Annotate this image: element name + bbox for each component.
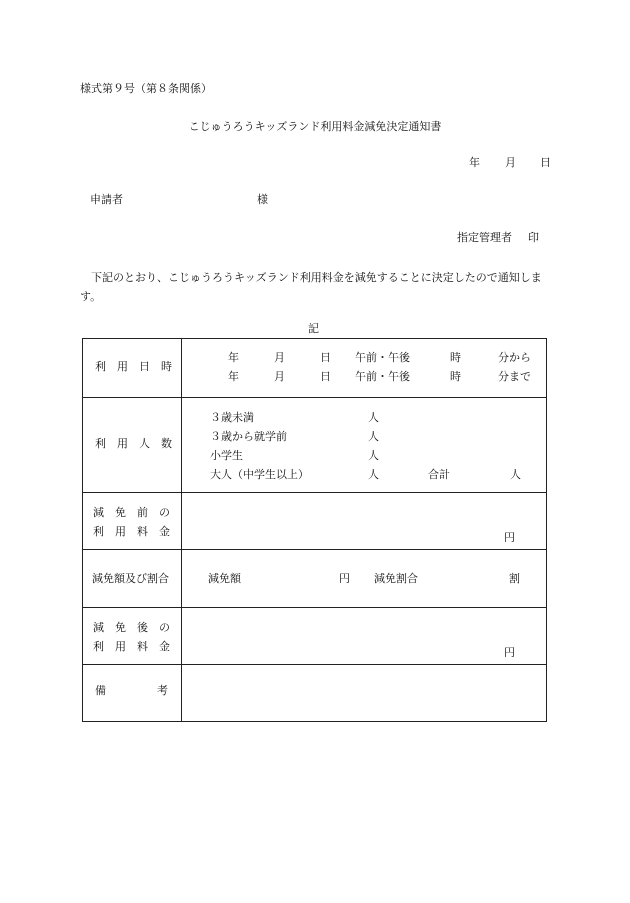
start-hour: 時: [450, 351, 461, 364]
end-hour: 時: [450, 370, 461, 383]
usage-datetime-value-cell: [182, 339, 547, 398]
manager-label: 指定管理者: [457, 231, 512, 244]
date-day-label: 日: [540, 156, 551, 169]
adult-label: 大人（中学生以上）: [210, 468, 309, 481]
fee-after-label-line2: 利 用 料 金: [93, 640, 170, 653]
table-row-fee-after: [83, 608, 547, 665]
reduction-amount-yen: 円: [339, 572, 350, 585]
end-ampm: 午前・午後: [355, 370, 410, 383]
adult-unit: 人: [368, 468, 379, 481]
date-year-label: 年: [469, 156, 480, 169]
usage-count-label: 利 用 人 数: [95, 437, 172, 450]
table-row-fee-before: [83, 493, 547, 550]
table-row-reduction: [83, 550, 547, 608]
usage-count-label-cell: [83, 398, 182, 493]
reduction-label-cell: [83, 550, 182, 608]
end-minute: 分まで: [498, 370, 531, 383]
usage-datetime-label: 利 用 日 時: [95, 360, 172, 373]
start-year: 年: [228, 351, 239, 364]
preschool-label: ３歳から就学前: [210, 430, 287, 443]
fee-after-value-cell: [182, 608, 547, 665]
remarks-label-left: 備: [95, 684, 106, 697]
ki-label: 記: [308, 322, 319, 335]
under3-label: ３歳未満: [210, 411, 254, 424]
start-month: 月: [274, 351, 285, 364]
fee-before-yen: 円: [504, 531, 515, 544]
fee-after-yen: 円: [504, 646, 515, 659]
form-number: 様式第９号（第８条関係）: [80, 82, 212, 95]
fee-before-value-cell: [182, 493, 547, 550]
start-day: 日: [320, 351, 331, 364]
usage-count-value-cell: [182, 398, 547, 493]
document-title: こじゅうろうキッズランド利用料金減免決定通知書: [188, 120, 442, 133]
total-label: 合計: [428, 468, 450, 481]
reduction-value-cell: [182, 550, 547, 608]
reduction-amount-label: 減免額: [208, 572, 241, 585]
reduction-rate-label: 減免割合: [374, 572, 418, 585]
fee-after-label-line1: 減 免 後 の: [93, 621, 170, 634]
remarks-label-right: 考: [157, 684, 168, 697]
reduction-rate-wari: 割: [509, 572, 520, 585]
preschool-unit: 人: [368, 430, 379, 443]
end-year: 年: [228, 370, 239, 383]
remarks-label-cell: [83, 665, 182, 722]
under3-unit: 人: [368, 411, 379, 424]
seal-mark: 印: [528, 231, 539, 244]
reduction-label: 減免額及び割合: [92, 572, 169, 585]
elementary-label: 小学生: [210, 449, 243, 462]
table-row-usage-datetime: [83, 339, 547, 398]
fee-before-label-cell: [83, 493, 182, 550]
table-row-usage-count: [83, 398, 547, 493]
remarks-value-cell: [182, 665, 547, 722]
fee-before-label-line1: 減 免 前 の: [93, 506, 170, 519]
end-month: 月: [274, 370, 285, 383]
applicant-label: 申請者: [90, 193, 123, 206]
fee-before-label-line2: 利 用 料 金: [93, 525, 170, 538]
start-minute: 分から: [498, 351, 531, 364]
elementary-unit: 人: [368, 449, 379, 462]
table-row-remarks: [83, 665, 547, 722]
notice-body-text: 下記のとおり、こじゅうろうキッズランド利用料金を減免することに決定したので通知します。: [80, 271, 542, 303]
applicant-honorific: 様: [257, 193, 268, 206]
usage-datetime-label-cell: [83, 339, 182, 398]
date-month-label: 月: [505, 156, 516, 169]
start-ampm: 午前・午後: [355, 351, 410, 364]
record-table: [82, 338, 547, 722]
end-day: 日: [320, 370, 331, 383]
total-unit: 人: [510, 468, 521, 481]
fee-after-label-cell: [83, 608, 182, 665]
